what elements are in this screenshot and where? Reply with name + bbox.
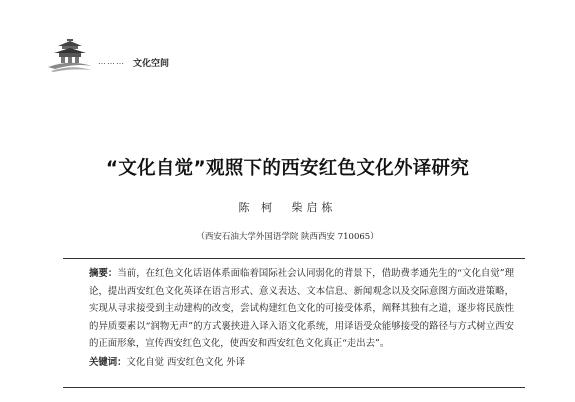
section-title: 文化空间 bbox=[133, 59, 170, 69]
affiliation: （西安石油大学外国语学院 陕西西安 710065） bbox=[196, 232, 379, 242]
abstract-paragraph bbox=[89, 265, 514, 353]
author-name: 柴启栋 bbox=[291, 201, 337, 214]
header-dots: ……… bbox=[98, 57, 125, 66]
abstract-label: 摘要： bbox=[89, 268, 118, 279]
keywords-line bbox=[89, 354, 514, 372]
abstract-text: 当前，在红色文化话语体系面临着国际社会认同弱化的背景下，借助费孝通先生的“文化自觉”理论，提出西安红色文化英译在语言形式、意义表达、文本信息、新闻观念以及交际意图方面改进策略，实现从寻求接受到主动建构的改变，尝试构建红色文化的可接受体系，阐释其独有之道，逐步将民族性的异质要素以“润物无声”的方式裹挟进入译入语文化系统，用译语受众能够接受的路径与方式树立西安的正面形象，宣传西安红色文化，使西安和西安红色文化真正“走出去”。 bbox=[89, 268, 514, 350]
pagoda-icon bbox=[45, 37, 95, 73]
author-list bbox=[0, 199, 575, 215]
author-name: 陈 柯 bbox=[238, 201, 276, 214]
article-title: “文化自觉”观照下的西安红色文化外译研究 bbox=[105, 158, 470, 179]
keywords-text: 文化自觉 西安红色文化 外译 bbox=[126, 357, 245, 368]
keywords-label: 关键词： bbox=[89, 357, 127, 368]
